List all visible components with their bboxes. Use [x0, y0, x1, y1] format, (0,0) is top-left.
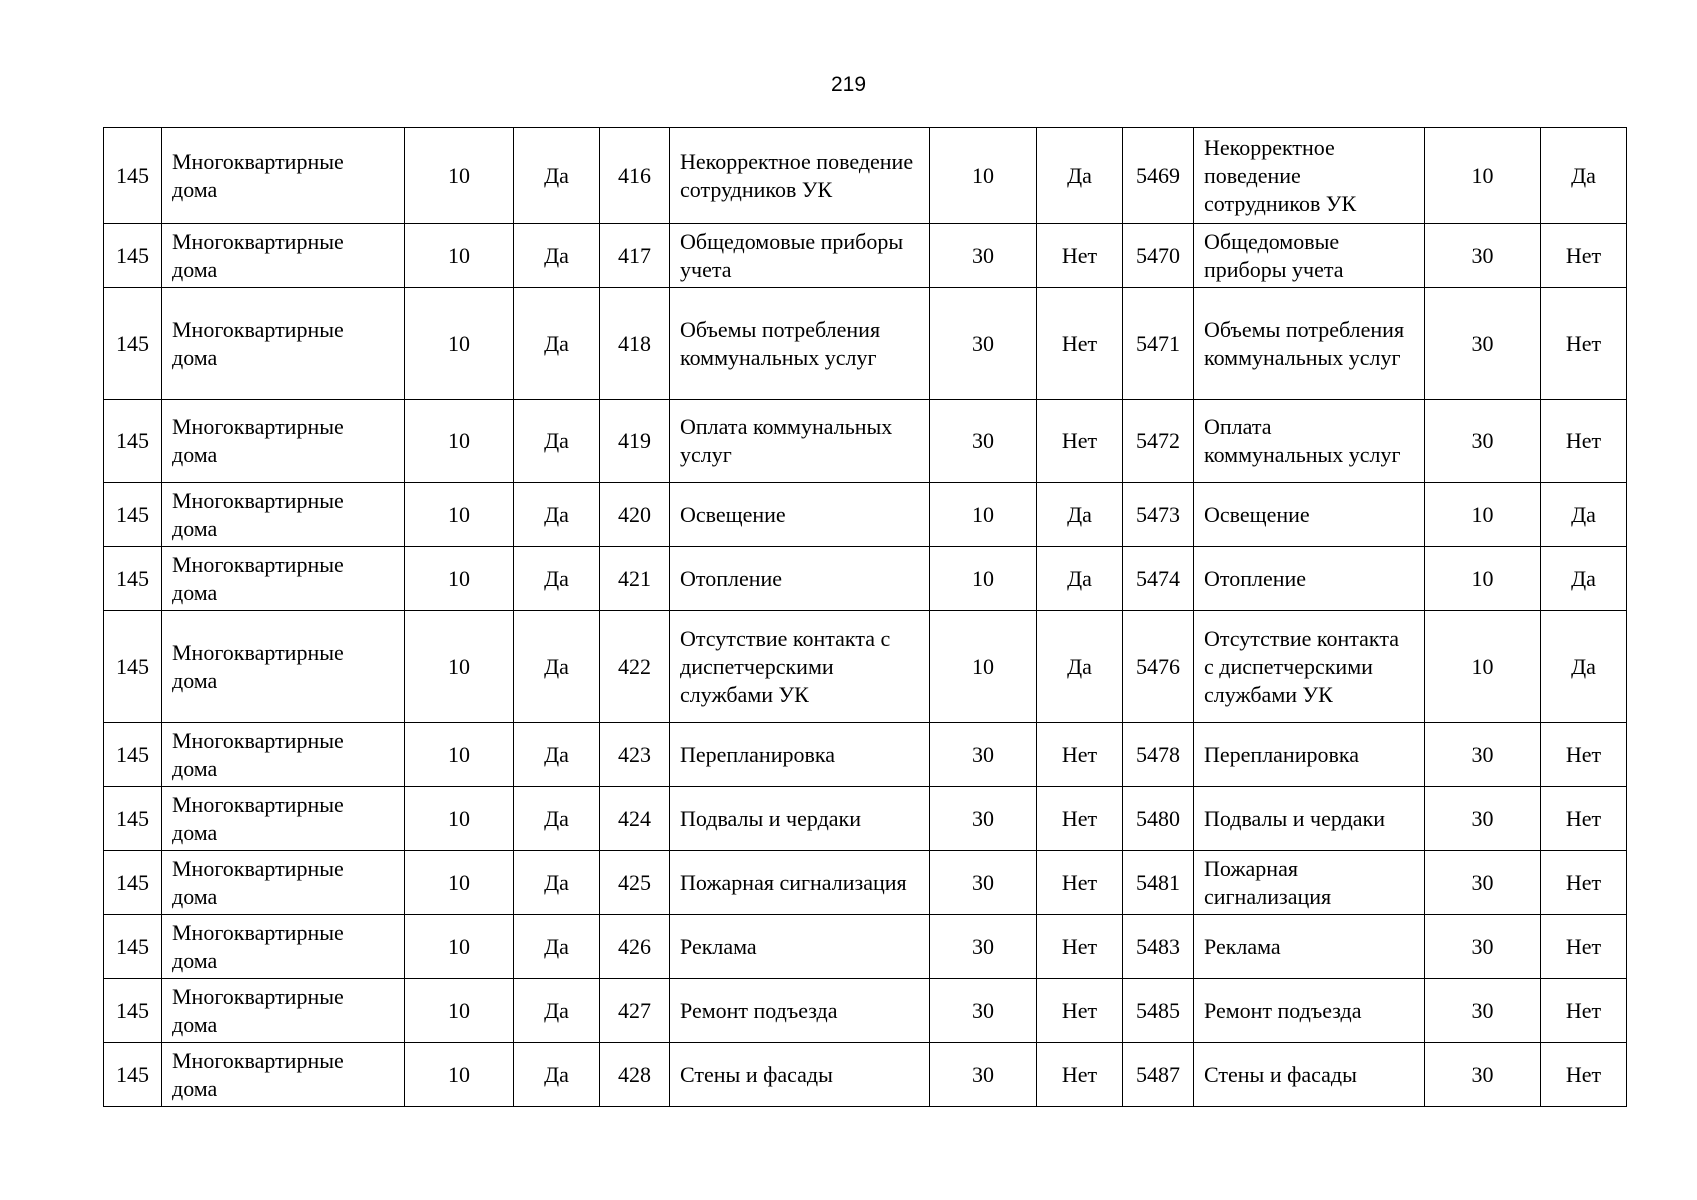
subtopic-name-cell: Пожарная сигнализация	[1194, 851, 1425, 915]
subtopic-id-cell: 5474	[1123, 547, 1194, 611]
group-id-cell: 145	[104, 224, 162, 288]
group-name-cell: Многоквартирные дома	[162, 1043, 405, 1107]
group-id-cell: 145	[104, 400, 162, 483]
subtopic-name-cell: Отопление	[1194, 547, 1425, 611]
subtopic-flag-cell: Да	[1541, 128, 1627, 224]
table-row	[104, 851, 1627, 915]
subtopic-days-cell: 30	[1425, 979, 1541, 1043]
subtopic-name-cell: Стены и фасады	[1194, 1043, 1425, 1107]
subtopic-flag-cell: Нет	[1541, 723, 1627, 787]
subtopic-days-cell: 10	[1425, 483, 1541, 547]
topic-days-cell: 10	[930, 483, 1037, 547]
topic-days-cell: 30	[930, 851, 1037, 915]
subtopic-id-cell: 5478	[1123, 723, 1194, 787]
subtopic-id-cell: 5485	[1123, 979, 1194, 1043]
group-flag-cell: Да	[514, 1043, 600, 1107]
subtopic-id-cell: 5481	[1123, 851, 1194, 915]
subtopic-flag-cell: Нет	[1541, 400, 1627, 483]
topic-days-cell: 30	[930, 787, 1037, 851]
topic-id-cell: 424	[600, 787, 670, 851]
table-row	[104, 723, 1627, 787]
group-days-cell: 10	[405, 787, 514, 851]
table-row	[104, 224, 1627, 288]
subtopic-name-cell: Объемы потребления коммунальных услуг	[1194, 288, 1425, 400]
group-days-cell: 10	[405, 851, 514, 915]
subtopic-days-cell: 30	[1425, 288, 1541, 400]
topic-name-cell: Реклама	[670, 915, 930, 979]
topic-name-cell: Отсутствие контакта с диспетчерскими службами УК	[670, 611, 930, 723]
subtopic-id-cell: 5470	[1123, 224, 1194, 288]
subtopic-flag-cell: Да	[1541, 483, 1627, 547]
group-name-cell: Многоквартирные дома	[162, 915, 405, 979]
subtopic-days-cell: 10	[1425, 547, 1541, 611]
topic-name-cell: Объемы потребления коммунальных услуг	[670, 288, 930, 400]
subtopic-id-cell: 5473	[1123, 483, 1194, 547]
group-id-cell: 145	[104, 979, 162, 1043]
topic-flag-cell: Нет	[1037, 400, 1123, 483]
group-flag-cell: Да	[514, 128, 600, 224]
group-id-cell: 145	[104, 723, 162, 787]
subtopic-name-cell: Некорректное поведение сотрудников УК	[1194, 128, 1425, 224]
subtopic-days-cell: 30	[1425, 787, 1541, 851]
table-row	[104, 547, 1627, 611]
subtopic-flag-cell: Нет	[1541, 979, 1627, 1043]
topic-flag-cell: Да	[1037, 611, 1123, 723]
subtopic-days-cell: 30	[1425, 851, 1541, 915]
subtopic-flag-cell: Нет	[1541, 851, 1627, 915]
subtopic-name-cell: Оплата коммунальных услуг	[1194, 400, 1425, 483]
topic-flag-cell: Нет	[1037, 915, 1123, 979]
group-flag-cell: Да	[514, 483, 600, 547]
topic-flag-cell: Да	[1037, 547, 1123, 611]
data-table	[103, 127, 1627, 1107]
subtopic-flag-cell: Нет	[1541, 787, 1627, 851]
table-row	[104, 483, 1627, 547]
subtopic-flag-cell: Да	[1541, 547, 1627, 611]
subtopic-flag-cell: Да	[1541, 611, 1627, 723]
subtopic-flag-cell: Нет	[1541, 288, 1627, 400]
group-days-cell: 10	[405, 128, 514, 224]
group-name-cell: Многоквартирные дома	[162, 787, 405, 851]
topic-days-cell: 30	[930, 288, 1037, 400]
group-days-cell: 10	[405, 400, 514, 483]
topic-id-cell: 421	[600, 547, 670, 611]
subtopic-id-cell: 5483	[1123, 915, 1194, 979]
topic-days-cell: 30	[930, 1043, 1037, 1107]
group-flag-cell: Да	[514, 224, 600, 288]
table-row	[104, 1043, 1627, 1107]
subtopic-name-cell: Общедомовые приборы учета	[1194, 224, 1425, 288]
group-days-cell: 10	[405, 723, 514, 787]
subtopic-days-cell: 30	[1425, 915, 1541, 979]
subtopic-id-cell: 5480	[1123, 787, 1194, 851]
group-name-cell: Многоквартирные дома	[162, 128, 405, 224]
table-row	[104, 288, 1627, 400]
subtopic-id-cell: 5471	[1123, 288, 1194, 400]
group-flag-cell: Да	[514, 915, 600, 979]
subtopic-id-cell: 5469	[1123, 128, 1194, 224]
subtopic-days-cell: 10	[1425, 611, 1541, 723]
topic-name-cell: Общедомовые приборы учета	[670, 224, 930, 288]
group-flag-cell: Да	[514, 288, 600, 400]
topic-id-cell: 419	[600, 400, 670, 483]
table-row	[104, 915, 1627, 979]
topic-name-cell: Некорректное поведение сотрудников УК	[670, 128, 930, 224]
topic-flag-cell: Нет	[1037, 979, 1123, 1043]
subtopic-days-cell: 30	[1425, 1043, 1541, 1107]
subtopic-days-cell: 10	[1425, 128, 1541, 224]
group-id-cell: 145	[104, 547, 162, 611]
table-row	[104, 128, 1627, 224]
group-flag-cell: Да	[514, 547, 600, 611]
group-id-cell: 145	[104, 1043, 162, 1107]
group-id-cell: 145	[104, 288, 162, 400]
table-row	[104, 611, 1627, 723]
group-id-cell: 145	[104, 483, 162, 547]
table-row	[104, 979, 1627, 1043]
topic-id-cell: 423	[600, 723, 670, 787]
subtopic-flag-cell: Нет	[1541, 224, 1627, 288]
group-days-cell: 10	[405, 979, 514, 1043]
topic-id-cell: 427	[600, 979, 670, 1043]
topic-name-cell: Перепланировка	[670, 723, 930, 787]
group-flag-cell: Да	[514, 787, 600, 851]
topic-flag-cell: Нет	[1037, 1043, 1123, 1107]
subtopic-name-cell: Отсутствие контакта с диспетчерскими службами УК	[1194, 611, 1425, 723]
topic-name-cell: Подвалы и чердаки	[670, 787, 930, 851]
topic-id-cell: 422	[600, 611, 670, 723]
group-name-cell: Многоквартирные дома	[162, 400, 405, 483]
group-days-cell: 10	[405, 547, 514, 611]
topic-days-cell: 30	[930, 915, 1037, 979]
topic-name-cell: Оплата коммунальных услуг	[670, 400, 930, 483]
subtopic-days-cell: 30	[1425, 723, 1541, 787]
group-flag-cell: Да	[514, 723, 600, 787]
subtopic-id-cell: 5476	[1123, 611, 1194, 723]
topic-days-cell: 10	[930, 611, 1037, 723]
subtopic-name-cell: Реклама	[1194, 915, 1425, 979]
group-days-cell: 10	[405, 611, 514, 723]
topic-days-cell: 10	[930, 128, 1037, 224]
group-name-cell: Многоквартирные дома	[162, 224, 405, 288]
topic-id-cell: 417	[600, 224, 670, 288]
topic-flag-cell: Нет	[1037, 851, 1123, 915]
group-name-cell: Многоквартирные дома	[162, 483, 405, 547]
group-days-cell: 10	[405, 483, 514, 547]
subtopic-flag-cell: Нет	[1541, 915, 1627, 979]
topic-days-cell: 30	[930, 723, 1037, 787]
topic-name-cell: Отопление	[670, 547, 930, 611]
topic-id-cell: 420	[600, 483, 670, 547]
topic-name-cell: Пожарная сигнализация	[670, 851, 930, 915]
subtopic-name-cell: Перепланировка	[1194, 723, 1425, 787]
group-flag-cell: Да	[514, 611, 600, 723]
group-flag-cell: Да	[514, 400, 600, 483]
group-id-cell: 145	[104, 915, 162, 979]
page-number: 219	[830, 73, 867, 96]
topic-name-cell: Ремонт подъезда	[670, 979, 930, 1043]
group-name-cell: Многоквартирные дома	[162, 851, 405, 915]
topic-id-cell: 425	[600, 851, 670, 915]
group-id-cell: 145	[104, 851, 162, 915]
group-days-cell: 10	[405, 288, 514, 400]
group-id-cell: 145	[104, 787, 162, 851]
group-name-cell: Многоквартирные дома	[162, 723, 405, 787]
topic-days-cell: 30	[930, 224, 1037, 288]
topic-flag-cell: Да	[1037, 128, 1123, 224]
group-days-cell: 10	[405, 1043, 514, 1107]
topic-id-cell: 428	[600, 1043, 670, 1107]
group-flag-cell: Да	[514, 851, 600, 915]
topic-flag-cell: Нет	[1037, 723, 1123, 787]
subtopic-id-cell: 5472	[1123, 400, 1194, 483]
topic-flag-cell: Нет	[1037, 288, 1123, 400]
subtopic-name-cell: Подвалы и чердаки	[1194, 787, 1425, 851]
topic-id-cell: 426	[600, 915, 670, 979]
topic-id-cell: 416	[600, 128, 670, 224]
group-flag-cell: Да	[514, 979, 600, 1043]
group-id-cell: 145	[104, 611, 162, 723]
subtopic-days-cell: 30	[1425, 400, 1541, 483]
topic-name-cell: Освещение	[670, 483, 930, 547]
group-name-cell: Многоквартирные дома	[162, 288, 405, 400]
subtopic-name-cell: Освещение	[1194, 483, 1425, 547]
subtopic-id-cell: 5487	[1123, 1043, 1194, 1107]
group-name-cell: Многоквартирные дома	[162, 611, 405, 723]
table-body	[104, 128, 1627, 1107]
group-name-cell: Многоквартирные дома	[162, 979, 405, 1043]
subtopic-days-cell: 30	[1425, 224, 1541, 288]
subtopic-name-cell: Ремонт подъезда	[1194, 979, 1425, 1043]
group-days-cell: 10	[405, 915, 514, 979]
topic-days-cell: 10	[930, 547, 1037, 611]
subtopic-flag-cell: Нет	[1541, 1043, 1627, 1107]
topic-flag-cell: Да	[1037, 483, 1123, 547]
group-name-cell: Многоквартирные дома	[162, 547, 405, 611]
table-row	[104, 787, 1627, 851]
table-row	[104, 400, 1627, 483]
topic-name-cell: Стены и фасады	[670, 1043, 930, 1107]
topic-flag-cell: Нет	[1037, 224, 1123, 288]
topic-days-cell: 30	[930, 979, 1037, 1043]
group-days-cell: 10	[405, 224, 514, 288]
group-id-cell: 145	[104, 128, 162, 224]
topic-id-cell: 418	[600, 288, 670, 400]
topic-days-cell: 30	[930, 400, 1037, 483]
topic-flag-cell: Нет	[1037, 787, 1123, 851]
